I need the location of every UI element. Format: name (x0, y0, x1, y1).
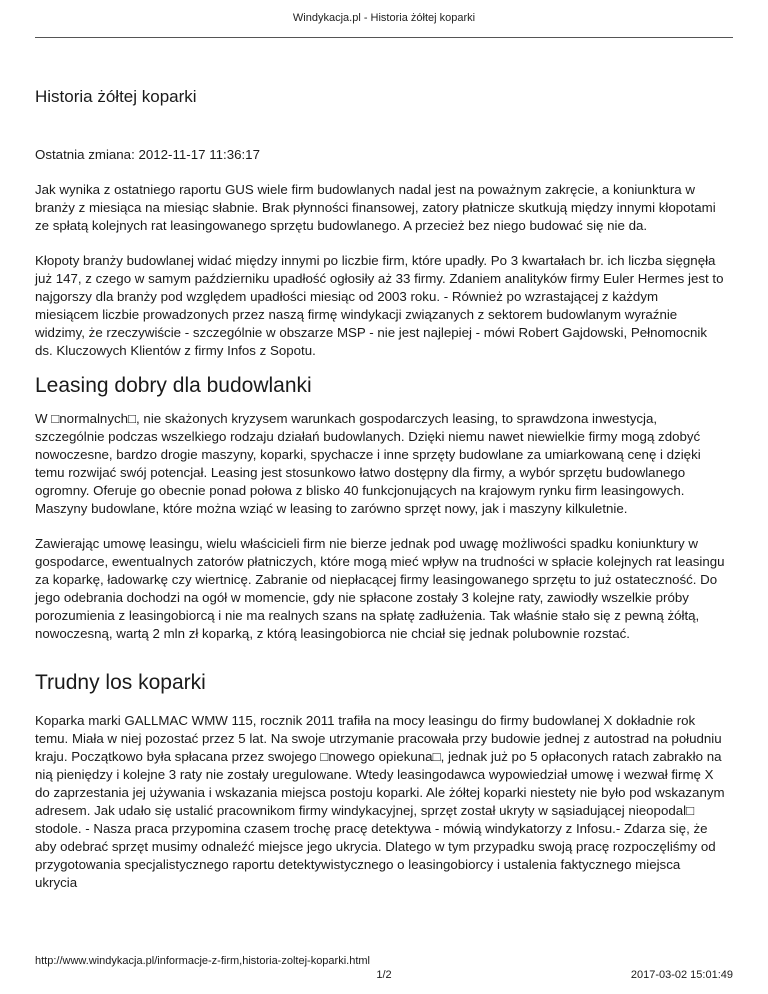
page-number: 1/2 (376, 969, 392, 981)
source-url: http://www.windykacja.pl/informacje-z-firm,historia-zoltej-koparki.html (35, 955, 370, 967)
running-title: Windykacja.pl - Historia żółtej koparki (292, 12, 476, 24)
section-paragraph: Zawierając umowę leasingu, wielu właścicieli firm nie bierze jednak pod uwagę możliwości spadku koniunktury w gospodarce, ewentualnych zatorów płatniczych, które mogą mieć wpływ na trudności w spłacie kolejnych rat leasingu za koparkę, ładowarkę czy wiertnicę. Zabranie od niepłacącej firmy leasingowanego sprzętu to już ostateczność. Do jego odebrania dochodzi na ogół w momencie, gdy nie spłacone zostały 3 kolejne raty, zawiodły wszelkie próby porozumienia z leasingobiorcą i nie ma realnych szans na spłatę zadłużenia. Tak właśnie stało się z pewną żółtą, nowoczesną, wartą 2 mln zł koparką, z którą leasingobiorca nie chciał się jednak polubownie rozstać. (35, 536, 725, 641)
section-heading-koparka: Trudny los koparki (35, 671, 206, 694)
intro-paragraph: Jak wynika z ostatniego raportu GUS wiele firm budowlanych nadal jest na poważnym zakręcie, a koniunktura w branży z miesiąca na miesiąc słabnie. Brak płynności finansowej, zatory płatnicze skutkują między innymi kłopotami ze spłatą kolejnych rat leasingowanego sprzętu budowlanego. A przecież bez niego budować się nie da. (35, 182, 716, 233)
page-header (35, 0, 733, 30)
section-heading-leasing: Leasing dobry dla budowlanki (35, 374, 312, 397)
page-footer (35, 955, 733, 994)
section-paragraph: Koparka marki GALLMAC WMW 115, rocznik 2011 trafiła na mocy leasingu do firmy budowlanej X dokładnie rok temu. Miała w niej pozostać przez 5 lat. Na swoje utrzymanie pracowała przy budowie jednej z autostrad na południu kraju. Początkowo była spłacana przez swojego □nowego opiekuna□, jednak już po 5 opłaconych ratach zabrakło na nią pieniędzy i kolejne 3 raty nie zostały uregulowane. Wtedy leasingodawca wypowiedział umowę i wezwał firmę X do zaprzestania jej używania i wskazania miejsca postoju koparki. Ale żółtej koparki niestety nie było pod wskazanym adresem. Jak udało się ustalić pracownikom firmy windykacyjnej, sprzęt został ukryty w sąsiadującej nieopodal□ stodole. - Nasza praca przypomina czasem trochę pracę detektywa - mówią windykatorzy z Infosu.- Zdarza się, że aby odebrać sprzęt musimy odnaleźć miejsce jego ukrycia. Dlatego w tym przypadku swoją pracę rozpoczęliśmy od przygotowania specjalistycznego raportu detektywistycznego o leasingobiorcy i ustalenia faktycznego miejsca ukrycia (35, 713, 725, 890)
article (35, 86, 725, 892)
print-date: 2017-03-02 15:01:49 (630, 969, 733, 981)
article-title: Historia żółtej koparki (35, 87, 197, 106)
section-paragraph: W □normalnych□, nie skażonych kryzysem warunkach gospodarczych leasing, to sprawdzona inwestycja, szczególnie podczas wszelkiego rodzaju działań budowlanych. Dzięki niemu nawet niewielkie firmy mogą zdobyć nowoczesne, bardzo drogie maszyny, koparki, spychacze i inne sprzęty budowlane za umiarkowaną cenę i dzięki temu rozwijać swój potencjał. Leasing jest stosunkowo łatwo dostępny dla firmy, a wybór sprzętu budowlanego ogromny. Oferuje go obecnie ponad połowa z blisko 40 funkcjonujących na krajowym rynku firm leasingowych. Maszyny budowlane, które można wziąć w leasing to zarówno sprzęt nowy, jak i maszyny kilkuletnie. (35, 411, 701, 516)
last-modified-date: Ostatnia zmiana: 2012-11-17 11:36:17 (35, 147, 260, 162)
intro-paragraph: Kłopoty branży budowlanej widać między innymi po liczbie firm, które upadły. Po 3 kwartałach br. ich liczba sięgnęła już 147, z czego w samym październiku upadłość ogłosiły aż 33 firmy. Zdaniem analityków firmy Euler Hermes jest to najgorszy dla branży pod względem upadłości miesiąc od 2003 roku. - Również po wzrastającej z każdym miesiącem liczbie prowadzonych przez naszą firmę windykacji związanych z sektorem budowlanym wyraźnie widzimy, że rzeczywiście - szczególnie w obszarze MSP - nie jest najlepiej - mówi Robert Gajdowski, Pełnomocnik ds. Kluczowych Klientów z firmy Infos z Sopotu. (35, 253, 724, 358)
header-divider (35, 37, 733, 38)
